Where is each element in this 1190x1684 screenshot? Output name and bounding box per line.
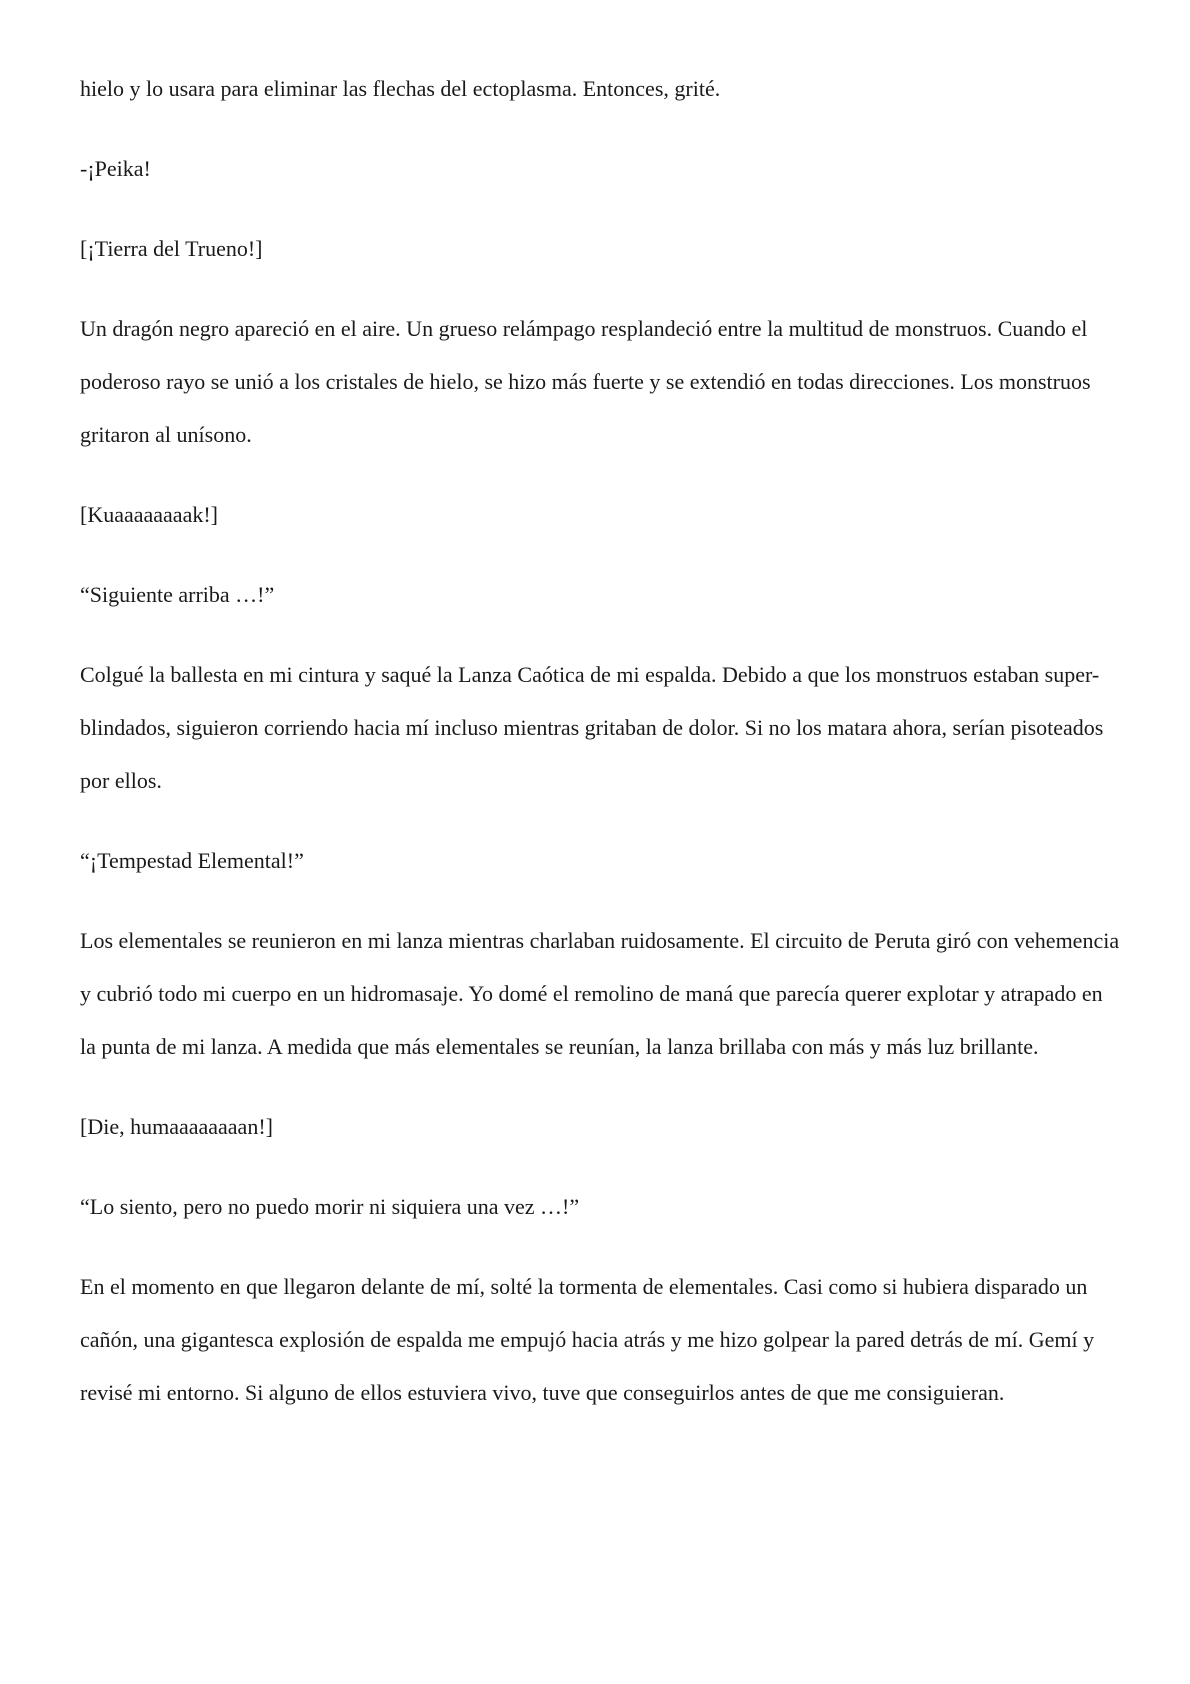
- paragraph-9: Los elementales se reunieron en mi lanza mientras charlaban ruidosamente. El circuito de Peruta giró con vehemencia y cubrió todo mi cuerpo en un hidromasaje. Yo domé el remolino de maná que parecía querer explotar y atrapado en la punta de mi lanza. A medida que más elementales se reunían, la lanza brillaba con más y más luz brillante.: [80, 928, 1120, 1059]
- paragraph-6: “Siguiente arriba …!”: [80, 582, 275, 607]
- text-body: [80, 62, 1120, 1446]
- paragraph-10: [Die, humaaaaaaaan!]: [80, 1114, 273, 1139]
- paragraph-4: Un dragón negro apareció en el aire. Un grueso relámpago resplandeció entre la multitud de monstruos. Cuando el poderoso rayo se unió a los cristales de hielo, se hizo más fuerte y se extendió en todas direcciones. Los monstruos gritaron al unísono.: [80, 316, 1091, 447]
- paragraph-11: “Lo siento, pero no puedo morir ni siquiera una vez …!”: [80, 1194, 580, 1219]
- paragraph-7: Colgué la ballesta en mi cintura y saqué la Lanza Caótica de mi espalda. Debido a que los monstruos estaban super-blindados, siguieron corriendo hacia mí incluso mientras gritaban de dolor. Si no los matara ahora, serían pisoteados por ellos.: [80, 662, 1104, 793]
- paragraph-8: “¡Tempestad Elemental!”: [80, 848, 304, 873]
- paragraph-2: -¡Peika!: [80, 156, 151, 181]
- paragraph-12: En el momento en que llegaron delante de mí, solté la tormenta de elementales. Casi como si hubiera disparado un cañón, una gigantesca explosión de espalda me empujó hacia atrás y me hizo golpear la pared detrás de mí. Gemí y revisé mi entorno. Si alguno de ellos estuviera vivo, tuve que conseguirlos antes de que me consiguieran.: [80, 1274, 1095, 1405]
- paragraph-3: [¡Tierra del Trueno!]: [80, 236, 263, 261]
- paragraph-5: [Kuaaaaaaaak!]: [80, 502, 218, 527]
- paragraph-1: hielo y lo usara para eliminar las flechas del ectoplasma. Entonces, grité.: [80, 76, 721, 101]
